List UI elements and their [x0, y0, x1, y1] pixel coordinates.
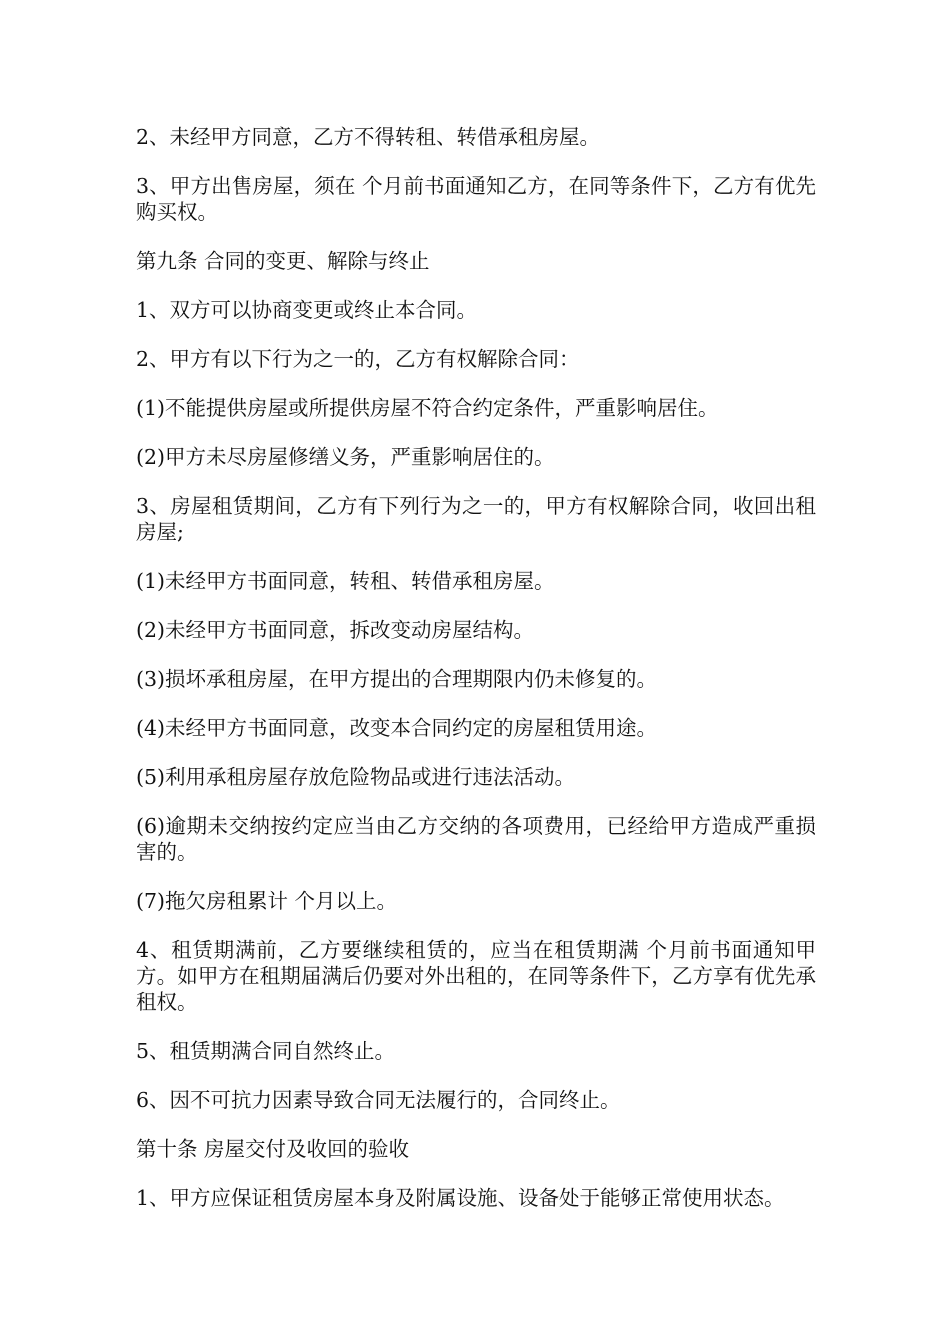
article-10-heading: 第十条 房屋交付及收回的验收 — [136, 1137, 410, 1161]
article-9-item-3-sub-4: (4)未经甲方书面同意，改变本合同约定的房屋租赁用途。 — [136, 716, 658, 740]
article-9-item-3-sub-6: (6)逾期未交纳按约定应当由乙方交纳的各项费用，已经给甲方造成严重损害的。 — [136, 814, 816, 864]
article-9-item-4: 4、租赁期满前，乙方要继续租赁的，应当在租赁期满 个月前书面通知甲方。如甲方在租期届满后仍要对外出租的，在同等条件下，乙方享有优先承租权。 — [136, 938, 816, 1014]
article-9-item-6: 6、因不可抗力因素导致合同无法履行的，合同终止。 — [136, 1088, 621, 1112]
article-9-item-3-sub-2: (2)未经甲方书面同意，拆改变动房屋结构。 — [136, 618, 535, 642]
article-9-item-3-sub-7: (7)拖欠房租累计 个月以上。 — [136, 889, 398, 913]
article-10-item-1: 1、甲方应保证租赁房屋本身及附属设施、设备处于能够正常使用状态。 — [136, 1186, 785, 1210]
article-9-item-3-sub-5: (5)利用承租房屋存放危险物品或进行违法活动。 — [136, 765, 576, 789]
article-9-item-3-sub-3: (3)损坏承租房屋，在甲方提出的合理期限内仍未修复的。 — [136, 667, 658, 691]
article-9-item-2-sub-1: (1)不能提供房屋或所提供房屋不符合约定条件，严重影响居住。 — [136, 396, 719, 420]
article-9-item-2-sub-2: (2)甲方未尽房屋修缮义务，严重影响居住的。 — [136, 445, 555, 469]
article-9-item-3: 3、房屋租赁期间，乙方有下列行为之一的，甲方有权解除合同，收回出租房屋; — [136, 494, 816, 544]
article-9-item-1: 1、双方可以协商变更或终止本合同。 — [136, 298, 478, 322]
clause-8-item-3: 3、甲方出售房屋，须在 个月前书面通知乙方，在同等条件下，乙方有优先购买权。 — [136, 174, 816, 224]
clause-8-item-2: 2、未经甲方同意，乙方不得转租、转借承租房屋。 — [136, 125, 601, 149]
article-9-heading: 第九条 合同的变更、解除与终止 — [136, 249, 430, 273]
article-9-item-5: 5、租赁期满合同自然终止。 — [136, 1039, 396, 1063]
article-9-item-2: 2、甲方有以下行为之一的，乙方有权解除合同： — [136, 347, 580, 371]
article-9-item-3-sub-1: (1)未经甲方书面同意，转租、转借承租房屋。 — [136, 569, 555, 593]
document-body — [136, 124, 816, 1234]
